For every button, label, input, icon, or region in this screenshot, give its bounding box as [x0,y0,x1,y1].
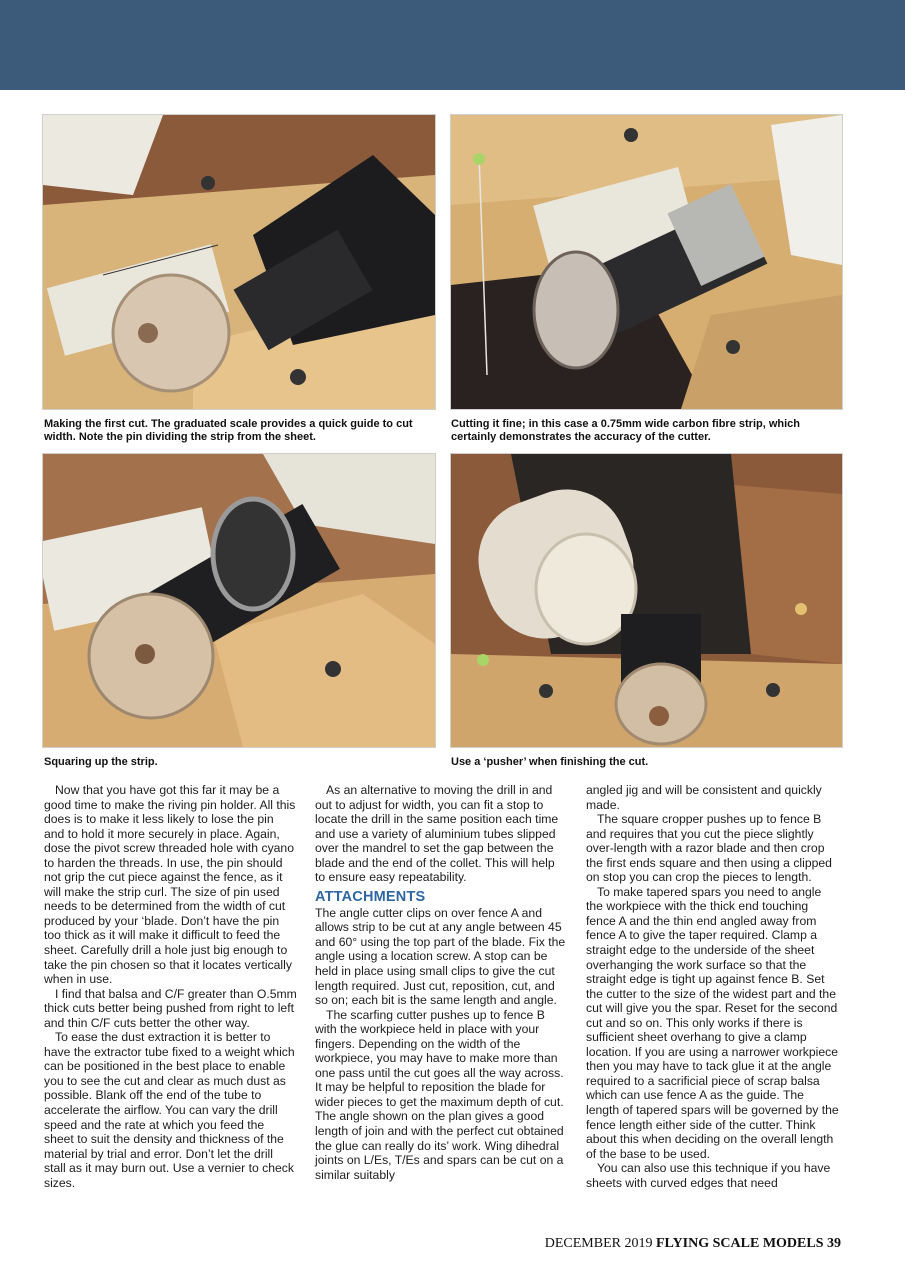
section-heading: ATTACHMENTS [315,888,426,905]
article-column-2 [315,783,568,1182]
photo-squaring-strip [42,453,436,748]
paragraph: I find that balsa and C/F greater than O.5mm thick cuts better being pushed from right to left and thin C/F cuts better the other way. [44,986,297,1030]
photo-cutting-fine-image [451,115,842,409]
article-column-1 [44,783,297,1190]
page-footer [545,1236,841,1252]
photo-pusher-image [451,454,842,747]
footer-date: DECEMBER 2019 [544,1236,653,1251]
photo-squaring-strip-image [43,454,435,747]
paragraph: To make tapered spars you need to angle the workpiece with the thick end touching fence A and the thin end angled away from fence A to give the taper required. Clamp a straight edge to the underside of the sheet overhanging the work surface so that the straight edge is tight up against fence B. Set the cutter to the size of the widest part and the cut will give you the spar. Reset for the second cut and so on. This only works if there is sufficient sheet overhang to give a clamp location. If you are using a narrower workpiece then you may have to tack glue it at the angle required to a sacrificial piece of scrap balsa which can use fence A as the guide. The length of tapered spars will be governed by the fence length either side of the cutter. Think about this when deciding on the overall length of the base to be used. [586,884,839,1161]
paragraph: The angle cutter clips on over fence A and allows strip to be cut at any angle between 45 and 60° using the top part of the blade. Fix the angle using a location screw. A stop can be held in place using small clips to give the cut length required. Just cut, reposition, cut, and so on; each bit is the same length and angle. [315,905,566,1008]
photo-caption-first-cut: Making the first cut. The graduated scale provides a quick guide to cut width. Note the pin dividing the strip from the sheet. [44,418,413,443]
paragraph: angled jig and will be consistent and quickly made. [586,783,822,812]
header-banner [0,0,905,90]
paragraph: The square cropper pushes up to fence B and requires that you cut the piece slightly over-length with a razor blade and then crop the first ends square and then using a clipped on stop you can crop the pieces to length. [586,812,832,885]
photo-caption-cutting-fine: Cutting it fine; in this case a 0.75mm wide carbon fibre strip, which certainly demonstrates the accuracy of the cutter. [451,418,801,443]
article-column-3 [586,783,839,1190]
paragraph: You can also use this technique if you have sheets with curved edges that need [586,1161,831,1190]
paragraph: As an alternative to moving the drill in and out to adjust for width, you can fit a stop to locate the drill in the same position each time and use a variety of aluminium tubes slipped over the mandrel to set the gap between the blade and the end of the collet. This will help to ensure easy repeatability. [315,783,559,885]
footer-magazine: FLYING SCALE MODELS [655,1236,824,1251]
photo-pusher [450,453,843,748]
photo-cutting-fine [450,114,843,410]
photo-caption-pusher: Use a ‘pusher’ when finishing the cut. [451,756,649,768]
paragraph: The scarfing cutter pushes up to fence B with the workpiece held in place with your fingers. Depending on the width of the workpiece, you may have to make more than one pass until the cut goes all the way across. It may be helpful to reposition the blade for wider pieces to get the maximum depth of cut. The angle shown on the plan gives a good length of join and with the perfect cut obtained the glue can really do its’ work. Wing dihedral joints on L/Es, T/Es and spars can be cut on a similar suitably [315,1007,564,1182]
paragraph: To ease the dust extraction it is better to have the extractor tube fixed to a weight which can be positioned in the best place to enable you to see the cut and clear as much dust as possible. Blank off the end of the tube to accelerate the airflow. You can vary the drill speed and the rate at which you feed the sheet to suit the density and thickness of the material by trial and error. Don’t let the drill stall as it may burn out. Use a vernier to check sizes. [44,1030,295,1190]
photo-caption-squaring: Squaring up the strip. [44,756,158,768]
photo-first-cut [42,114,436,410]
page-number: 39 [827,1236,841,1251]
photo-first-cut-image [43,115,435,409]
paragraph: Now that you have got this far it may be a good time to make the riving pin holder. All this does is to make it less likely to lose the pin and to hold it more securely in place. Again, dose the pivot screw threaded hole with cyano to harden the threads. In use, the pin should not grip the cut piece against the fence, as it will make the strip curl. The size of pin used needs to be determined from the width of cut produced by your ‘blade. Don’t have the pin too thick as it will make it difficult to feed the sheet. Carefully drill a hole just big enough to take the pin chosen so that it locates vertically when in use. [44,783,296,987]
